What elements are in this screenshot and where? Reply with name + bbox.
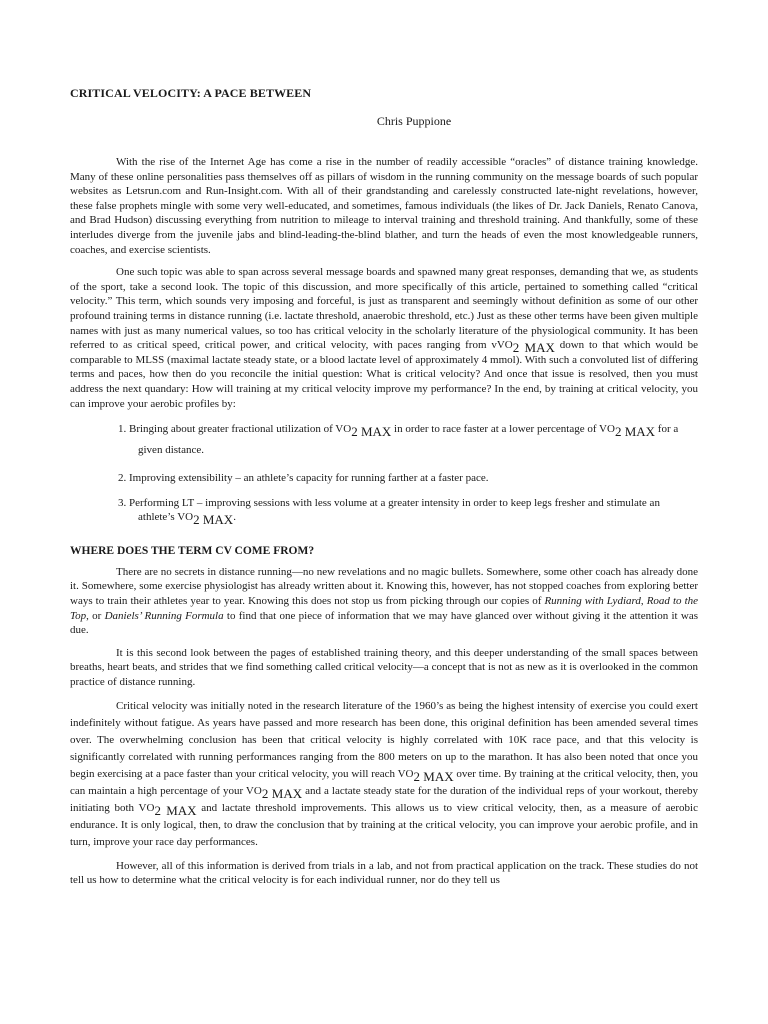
paragraph-definition-text-b: over time. By training at the critical velocity, then, you can maintain a high percentage of your VO — [70, 767, 698, 797]
list-item-2: 2. Improving extensibility – an athlete’s capacity for running farther at a faster pace. — [118, 472, 489, 485]
paragraph-definition — [70, 698, 698, 851]
document-page — [70, 86, 698, 1016]
paragraph-definition-text-c: and a lactate steady state for the duration of the individual reps of your workout, thereby initiating both VO — [70, 784, 698, 814]
subscript-2max: 2 MAX — [261, 785, 303, 801]
subscript-2max: 2 MAX — [614, 424, 656, 440]
list-item-3-text-b: . — [233, 511, 236, 524]
list-item-1-text-c: for a given distance. — [138, 423, 679, 457]
paragraph-no-secrets-text-a: There are no secrets in distance running—no new revelations and no magic bullets. Somewhere, some other coach has already done it. Somewhere, some exercise physiologist has already written about it. Knowing this, however, has not stopped coaches from exploring better ways to train their athletes year to year. Knowing this does not stop us from picking through our copies of — [70, 565, 698, 608]
author-name: Chris Puppione — [376, 114, 452, 128]
list-item-3 — [70, 496, 698, 528]
paragraph-definition-text-d: and lactate threshold improvements. This allows us to view critical velocity, then, as a measure of aerobic endurance. It is only logical, then, to draw the conclusion that by training at the critical velocity, you can improve your aerobic profile, and in turn, improve your race day performances. — [70, 801, 698, 848]
book-title-daniels-running-formula: Daniels’ Running Formula — [104, 609, 224, 622]
list-item-3-text-a: 3. Performing LT – improving sessions with less volume at a greater intensity in order to keep legs fresher and stimulate an athlete’s VO — [118, 496, 660, 524]
list-item-1-text-a: 1. Bringing about greater fractional utilization of VO — [118, 423, 352, 436]
separator: , — [640, 595, 647, 608]
subscript-2max: 2 MAX — [154, 802, 197, 818]
paragraph-definition-text-a: Critical velocity was initially noted in the research literature of the 1960’s as being the highest intensity of exercise you could exert indefinitely without fatigue. As years have passed and more research has been done, this original definition has been amended several times over. The overwhelming conclusion has been that critical velocity is highly correlated with 10K race pace, and that this velocity is significantly correlated with running performances ranging from the 800 meters on up to the marathon. It has also been noted that once you begin exercising at a pace faster than your critical velocity, you will reach VO — [70, 699, 698, 780]
paragraph-lab-trials: However, all of this information is derived from trials in a lab, and not from practical application on the track. These studies do not tell us how to determine what the critical velocity is for each individual runner, nor do they tell us — [70, 859, 698, 887]
subscript-2max: 2 MAX — [193, 512, 234, 528]
subscript-2max: 2 MAX — [512, 340, 555, 356]
paragraph-no-secrets-text-b: to find that one piece of information that we may have glanced over without giving it the attention it was due. — [70, 609, 698, 637]
paragraph-topic-text-b: down to that which would be comparable to MLSS (maximal lactate steady state, or a blood lactate level of approximately 4 mmol). With such a convoluted list of differing terms and paces, how then do you reconcile the initial question: What is critical velocity? And once that issue is resolved, then you must address the next quandary: How will training at my critical velocity improve my performance? In the end, by training at critical velocity, you can improve your aerobic profiles by: — [70, 339, 698, 410]
subscript-2max: 2 MAX — [351, 424, 392, 440]
separator: , or — [86, 609, 105, 622]
list-item-1-text-b: in order to race faster at a lower percentage of VO — [391, 423, 615, 436]
document-title: CRITICAL VELOCITY: A PACE BETWEEN — [70, 86, 312, 100]
aerobic-profile-list — [70, 419, 698, 528]
paragraph-no-secrets — [70, 565, 698, 638]
paragraph-second-look: It is this second look between the pages of established training theory, and this deeper understanding of the small spaces between breaths, heart beats, and strides that we find something called critical velocity—a concept that is not as new as it is overlooked in the common practice of distance running. — [70, 646, 698, 689]
book-title-road-to-the-top: Road to the Top — [70, 595, 698, 622]
book-title-lydiard: Running with Lydiard — [544, 595, 641, 608]
paragraph-intro: With the rise of the Internet Age has come a rise in the number of readily accessible “oracles” of distance training knowledge. Many of these online personalities pass themselves off as pillars of wisdom in the running community on the message boards of such popular websites as Letsrun.com and Run-Insight.com. With all of their grandstanding and carelessly constructed late-night revelations, however, these false prophets mingle with some very well-educated, and sometimes, famous individuals (the likes of Dr. Jack Daniels, Renato Canova, and Brad Hudson) discussing everything from nutrition to mileage to interval training and threshold training. And thankfully, some of these interludes diverge from the juvenile jabs and blind-leading-the-blind blather, and turn the heads of even the most knowledgeable runners, coaches, and exercise scientists. — [70, 156, 698, 256]
section-heading-cv-origin: WHERE DOES THE TERM CV COME FROM? — [70, 544, 315, 557]
paragraph-topic-text-a: One such topic was able to span across several message boards and spawned many great responses, demanding that we, as students of the sport, take a second look. The topic of this discussion, and more specifically of this article, pertained to something called “critical velocity.” This term, which sounds very imposing and forceful, is just as transparent and seemingly without definition as some of our other profound training terms in distance running (i.e. lactate threshold, anaerobic threshold, etc.) Just as these other terms have been given multiple names with just as many numerical values, so too has critical velocity in the scholarly literature of the physiological community. It has been referred to as critical speed, critical power, and critical velocity, with paces ranging from vVO — [70, 266, 698, 352]
subscript-2max: 2 MAX — [413, 768, 454, 784]
paragraph-topic — [70, 265, 698, 411]
list-item-1 — [70, 419, 698, 461]
